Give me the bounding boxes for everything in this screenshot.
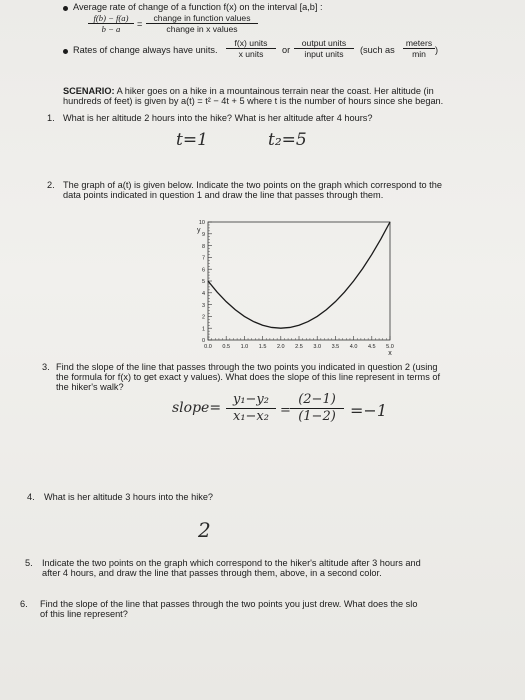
- y-tick-label: 1: [201, 326, 205, 333]
- meters-per-min-fraction: meters min: [403, 38, 435, 59]
- question-6-line-1: Find the slope of the line that passes through the two points you just drew. What does the slo: [40, 599, 418, 609]
- x-tick-label: 1.5: [258, 344, 267, 350]
- such-as-text: (such as: [360, 45, 395, 55]
- question-number: 3.: [42, 362, 50, 372]
- y-tick-label: 6: [201, 267, 205, 274]
- units-statement: Rates of change always have units.: [73, 45, 218, 55]
- question-6-line-2: of this line represent?: [40, 609, 128, 619]
- equals-sign: =: [137, 19, 143, 29]
- plot-frame: [208, 222, 390, 340]
- avg-rate-definition: Average rate of change of a function f(x) on the interval [a,b] :: [73, 2, 323, 12]
- handwritten-answer-q4: 2: [198, 518, 211, 542]
- question-number: 6.: [20, 599, 28, 609]
- close-paren: ): [435, 45, 439, 55]
- x-tick-label: 3.0: [313, 344, 322, 350]
- y-tick-label: 4: [201, 291, 205, 297]
- altitude-graph: [190, 212, 430, 360]
- question-number: 5.: [25, 558, 33, 568]
- handwritten-slope-values: $\frac{(2-1)}{(1-2)}$: [290, 392, 344, 425]
- question-2-line-2: data points indicated in question 1 and draw the line that passes through them.: [63, 190, 384, 200]
- y-tick-label: 2: [201, 314, 205, 321]
- handwritten-slope-label: slope=: [172, 400, 222, 416]
- scenario-line-1: SCENARIO: A hiker goes on a hike in a mountainous terrain near the coast. Her altitude (in: [63, 86, 434, 96]
- question-1-text: What is her altitude 2 hours into the hike? What is her altitude after 4 hours?: [63, 113, 373, 123]
- change-ratio: change in function values change in x values: [146, 13, 258, 34]
- question-number: 1.: [47, 113, 55, 123]
- x-axis-label: x: [388, 350, 392, 357]
- y-tick-label: 5: [201, 279, 205, 286]
- handwritten-t1: t=1: [176, 130, 208, 150]
- x-tick-label: 4.5: [367, 344, 376, 350]
- question-3-line-1: Find the slope of the line that passes through the two points you indicated in question 2 (using: [56, 362, 438, 372]
- question-4-text: What is her altitude 3 hours into the hike?: [44, 492, 214, 502]
- x-tick-label: 4.0: [349, 344, 358, 350]
- y-axis-label: y: [197, 227, 201, 234]
- handwritten-slope-formula: $\frac{\text{y₁−y₂}}{\text{x₁−x₂}}$: [226, 392, 276, 425]
- y-tick-label: 9: [201, 232, 205, 238]
- x-tick-label: 0.5: [222, 344, 231, 350]
- question-5-line-1: Indicate the two points on the graph which correspond to the hiker's altitude after 3 hours and: [42, 558, 421, 568]
- handwritten-t2: t₂=5: [268, 130, 307, 150]
- question-3-line-3: the hiker's walk?: [56, 382, 124, 392]
- or-text: or: [282, 45, 291, 55]
- y-tick-label: 0: [201, 338, 205, 345]
- bullet-dot: [63, 49, 68, 54]
- x-tick-label: 1.0: [240, 344, 249, 350]
- y-tick-label: 7: [201, 255, 205, 262]
- x-tick-label: 2.0: [276, 344, 285, 350]
- x-tick-label: 3.5: [331, 344, 340, 350]
- x-tick-label: 2.5: [295, 344, 303, 350]
- x-tick-label: 5.0: [386, 344, 394, 350]
- question-2-line-1: The graph of a(t) is given below. Indicate the two points on the graph which correspond to the: [63, 180, 442, 190]
- avg-rate-formula: $\frac{f(b) - f(a)}{b - a}$: [88, 13, 134, 34]
- output-input-fraction: output units input units: [294, 38, 354, 59]
- scenario-line-2: hundreds of feet) is given by a(t) = t² − 4t + 5 where t is the number of hours since she began.: [63, 96, 444, 106]
- y-tick-label: 8: [201, 243, 205, 250]
- question-3-line-2: the formula for f(x) to get exact y values). What does the slope of this line represent in terms of: [56, 372, 441, 382]
- units-fraction: f(x) units x units: [226, 38, 276, 59]
- question-number: 2.: [47, 180, 55, 190]
- handwritten-slope-result: =−1: [350, 401, 387, 420]
- bullet-dot: [63, 6, 68, 11]
- x-tick-label: 0.0: [204, 344, 212, 350]
- y-tick-label: 3: [201, 302, 205, 309]
- question-number: 4.: [27, 492, 35, 502]
- handwritten-equals: =: [280, 403, 291, 418]
- question-5-line-2: after 4 hours, and draw the line that passes through them, above, in a second color.: [42, 568, 382, 578]
- parabola-curve: [208, 222, 390, 328]
- y-tick-label: 10: [198, 220, 205, 227]
- scenario-label: SCENARIO:: [63, 86, 115, 96]
